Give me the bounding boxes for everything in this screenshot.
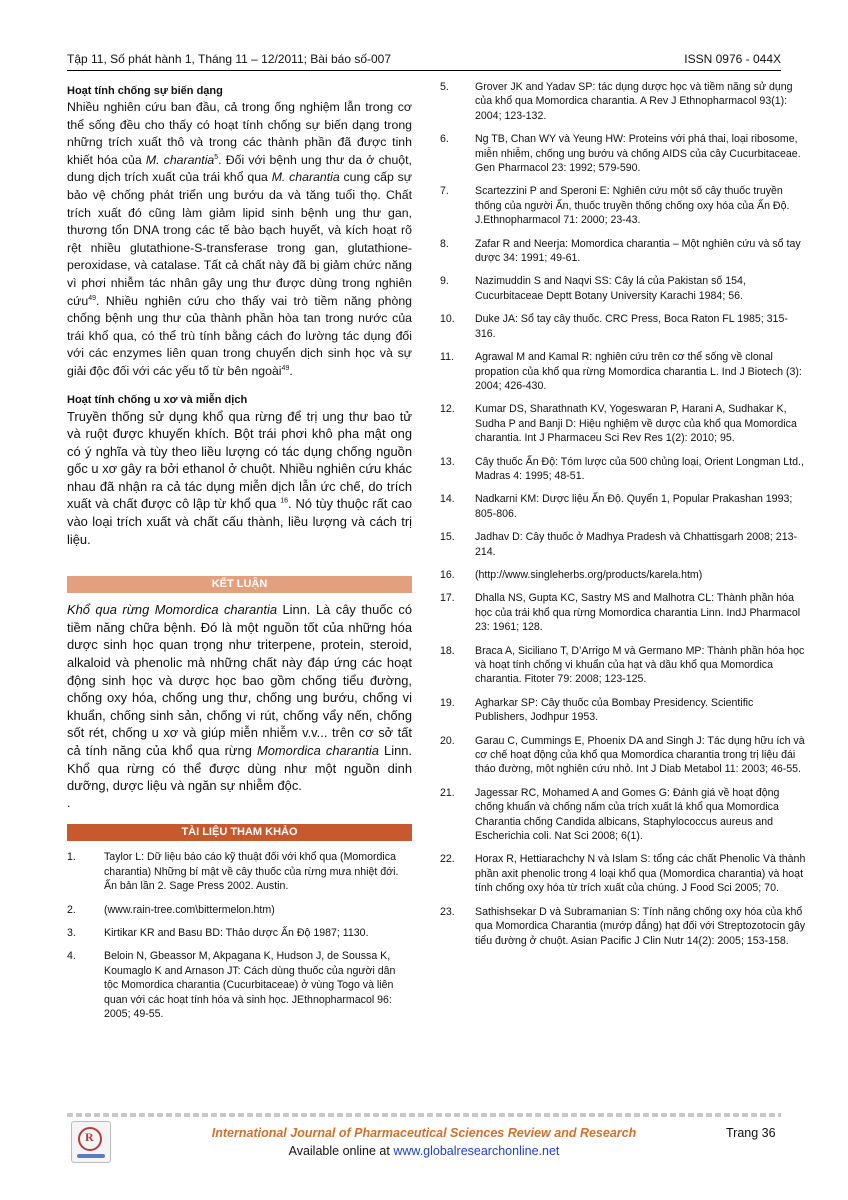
references-right xyxy=(440,80,806,948)
reference-item: 7. Scartezzini P and Speroni E: Nghiên cứu một số cây thuốc truyền thống của người Ấn, thuốc truyền thống chống oxy hóa của Ấn Độ. J.Ethnopharmacol 71: 2000; 23-43. xyxy=(440,185,790,227)
issue-info: Tập 11, Số phát hành 1, Tháng 11 – 12/2011; Bài báo số-007 xyxy=(67,52,392,66)
reference-item: 22. Horax R, Hettiarachchy N và Islam S: tổng các chất Phenolic Và thành phần axit phenolic trong 4 loại khổ qua (Momordica charantia) và hoạt tính chống oxy hóa từ trích xuất của chúng. J Food Sci 2005; 70. xyxy=(440,853,806,895)
reference-item: 10. Duke JA: Sổ tay cây thuốc. CRC Press, Boca Raton FL 1985; 315-316. xyxy=(440,313,788,340)
reference-item: 5. Grover JK and Yadav SP: tác dụng dược học và tiềm năng sử dụng của khổ qua Momordica charantia. A Rev J Ethnopharmacol 93(1): 2004; 123-132. xyxy=(440,81,793,122)
reference-item: 3. Kirtikar KR and Basu BD: Thảo dược Ấn Độ 1987; 1130. xyxy=(67,927,369,939)
issn: ISSN 0976 - 044X xyxy=(684,52,781,66)
reference-item: 13. Cây thuốc Ấn Độ: Tóm lược của 500 chủng loại, Orient Longman Ltd., Madras 4: 1995; 48-51. xyxy=(440,455,804,482)
reference-item: 8. Zafar R and Neerja: Momordica charantia – Một nghiên cứu và sổ tay dược 34: 1991; 49-61. xyxy=(440,237,801,265)
paragraph-antiulcer: Truyền thống sử dụng khổ qua rừng để trị ung thư bao tử và ruột được khuyến khích. Bột trái phơi khô pha mật ong có ý nghĩa và tùy theo liều lượng có tác dụng chống nguồn gốc u xơ gây ra bởi ethanol ở chuột. Nhiều nghiên cứu khác nhau đã nhận ra cả tác dụng miễn dịch lẫn ức chế, do trích xuất và chất được cô lập từ khổ qua $^{16}$. Nó tùy thuộc rất cao vào loại trích xuất và chất cấu thành, liều lượng và cách trị liệu. xyxy=(67,408,412,547)
reference-item: 20. Garau C, Cummings E, Phoenix DA and Singh J: Tác dụng hữu ích và cơ chế hoạt động của khổ qua Momordica charantia trong trị liệu đái tháo đường, một nghiên cứu nhỏ. Int J Diab Metabol 11: 2003; 46-55. xyxy=(440,734,805,776)
journal-url-link[interactable]: www.globalresearchonline.net xyxy=(393,1144,560,1158)
reference-item: 21. Jagessar RC, Mohamed A and Gomes G: Đánh giá về hoạt động chống khuẩn và chống nấm của trích xuất lá khổ qua Momordica Charantia chống Candida albicans, Staphylococcus aureus and Escherichia coli. Nat Sci 2008; 6(1). xyxy=(440,786,780,843)
conclusion-heading: KẾT LUẬN xyxy=(67,576,412,593)
header-rule xyxy=(67,70,781,71)
reference-item: 15. Jadhav D: Cây thuốc ở Madhya Pradesh và Chhattisgarh 2008; 213-214. xyxy=(440,531,798,558)
paragraph-conclusion: Khổ qua rừng Momordica charantia Linn. Là cây thuốc có tiềm năng chữa bệnh. Đó là một nguồn tốt của những hóa dược sinh học quan trọng như triterpene, protein, steroid, alkaloid và phenolic mà những chất này đáp ứng các hoạt động sinh học và dược học bao gồm chống tiểu đường, chống oxy hóa, chống ung thư, chống ung bướu, chống vi khuẩn, chống sinh sản, chống vi rút, chống vẩy nến, chống sốt rét, chống u xơ và giúp miễn nhiễm v.v... trên cơ sở tất cả tính năng của khổ qua rừng Momordica charantia Linn. Khổ qua rừng có thể được dùng như một nguồn dinh dưỡng, dược liệu và ngăn sự nhiễm độc. xyxy=(67,602,412,794)
reference-item: 12. Kumar DS, Sharathnath KV, Yogeswaran P, Harani A, Sudhakar K, Sudha P and Banji D: Hiệu nghiệm về dược của khổ qua Momordica charantia. Int J Pharmaceu Sci Rev Res 1(2): 2010; 95. xyxy=(440,403,797,445)
availability-line: Available online at www.globalresearchonline.net xyxy=(288,1144,560,1158)
reference-item: 14. Nadkarni KM: Dược liệu Ấn Độ. Quyển 1, Popular Prakashan 1993; 805-806. xyxy=(440,493,793,520)
running-header xyxy=(67,52,781,70)
references-heading: TÀI LIỆU THAM KHẢO xyxy=(67,824,412,841)
right-column xyxy=(440,80,806,957)
page-number: Trang 36 xyxy=(726,1126,776,1140)
reference-item: 9. Nazimuddin S and Naqvi SS: Cây lá của Pakistan số 154, Cucurbitaceae Deptt Botany University Karachi 1984; 56. xyxy=(440,275,746,302)
reference-item: 11. Agrawal M and Kamal R: nghiên cứu trên cơ thể sống về clonal propation của khổ qua rừng Momordica charantia L. Ind J Biotech (3): 2004; 426-430. xyxy=(440,351,802,392)
reference-item: 6. Ng TB, Chan WY và Yeung HW: Proteins với phá thai, loại ribosome, miễn nhiễm, chống ung bướu và chống AIDS của cây Cucurbitaceae. Gen Pharmacol 23: 1992; 579-590. xyxy=(440,133,801,175)
reference-item: 18. Braca A, Siciliano T, D’Arrigo M và Germano MP: Thành phần hóa học và hoạt tính chống vi khuẩn của hạt và dầu khổ qua Momordica charantia. Fitoter 79: 2008; 123-125. xyxy=(440,644,805,686)
references-left xyxy=(67,850,412,1021)
section-title-antimutagenic: Hoạt tính chống sự biến dạng xyxy=(67,85,223,97)
reference-item: 17. Dhalla NS, Gupta KC, Sastry MS and Malhotra CL: Thành phần hóa học của trái khổ qua rừng Momordica charantia Linn. IndJ Pharmacol 23: 1961; 128. xyxy=(440,592,801,634)
section-title-antiulcer: Hoạt tính chống u xơ và miễn dịch xyxy=(67,393,248,406)
left-column xyxy=(67,84,412,1021)
reference-item: 2. (www.rain-tree.com\bittermelon.htm) xyxy=(67,903,275,916)
reference-item: 16. (http://www.singleherbs.org/products/karela.htm) xyxy=(440,568,703,581)
reference-item: 19. Agharkar SP: Cây thuốc của Bombay Presidency. Scientific Publishers, Jodhpur 1953. xyxy=(440,696,754,724)
footer-rule xyxy=(67,1113,781,1117)
paragraph-antimutagenic: Nhiều nghiên cứu ban đầu, cả trong ống nghiệm lẫn trong cơ thể sống đều cho thấy có hoạt tính chống sự biến dạng trong những trích xuất thô và trong các thành phần đã được tinh khiết hóa của M. charantia$^5$. Đối với bệnh ung thư da ở chuột, dung dịch trích xuất của trái khổ qua M. charantia cung cấp sự bảo vệ chống phát triển ung bướu da và tăng tuổi thọ. Chất trích xuất đó cũng làm giảm lipid sinh bệnh ung thư gan, thương tổn DNA trong các tế bào bạch huyết, và kích hoạt rõ rệt nhiều glutathione-S-transferase trong gan, glutathione-peroxidase, và catalase. Tất cả chất này đã bị giảm chức năng vì phơi nhiễm tác nhân gây ung thư được dùng trong nghiên cứu$^{49}$. Nhiều nghiên cứu cho thấy vai trò tiềm năng phòng chống bệnh ung thư của thành phần hòa tan trong nước của trái khổ qua, có thể trù tính bằng cách đo lường tác dụng đối với các enzymes liên quan trong chuyển dịch sinh học và sự giải độc đối với các yếu tố từ bên ngoài$^{49}$. xyxy=(67,100,412,378)
stray-dot: . xyxy=(67,795,71,810)
reference-item: 4. Beloin N, Gbeassor M, Akpagana K, Hudson J, de Soussa K, Koumaglo K and Arnason JT: Cách dùng thuốc của người dân tộc Momordica charantia (Cucurbitaceae) ở vùng Togo và liên quan với các hoạt tính hóa và sinh học. JEthnopharmacol 96: 2005; 49-55. xyxy=(67,950,396,1021)
reference-item: 1. Taylor L: Dữ liệu báo cáo kỹ thuật đối với khổ qua (Momordica charantia) Những bí mật về cây thuốc của rừng mưa nhiệt đới. Ấn bản lần 2. Sage Press 2002. Austin. xyxy=(67,851,399,893)
journal-name: International Journal of Pharmaceutical Sciences Review and Research xyxy=(211,1126,637,1140)
logo-letter-icon: R xyxy=(85,1130,94,1144)
reference-item: 23. Sathishsekar D và Subramanian S: Tính năng chống oxy hóa của khổ qua Momordica Charantia (mướp đắng) hạt đối với Streptozotocin gây tiểu đường ở chuột. Asian Pacific J Clin Nutr 14(2): 2005; 153-158. xyxy=(440,905,806,947)
